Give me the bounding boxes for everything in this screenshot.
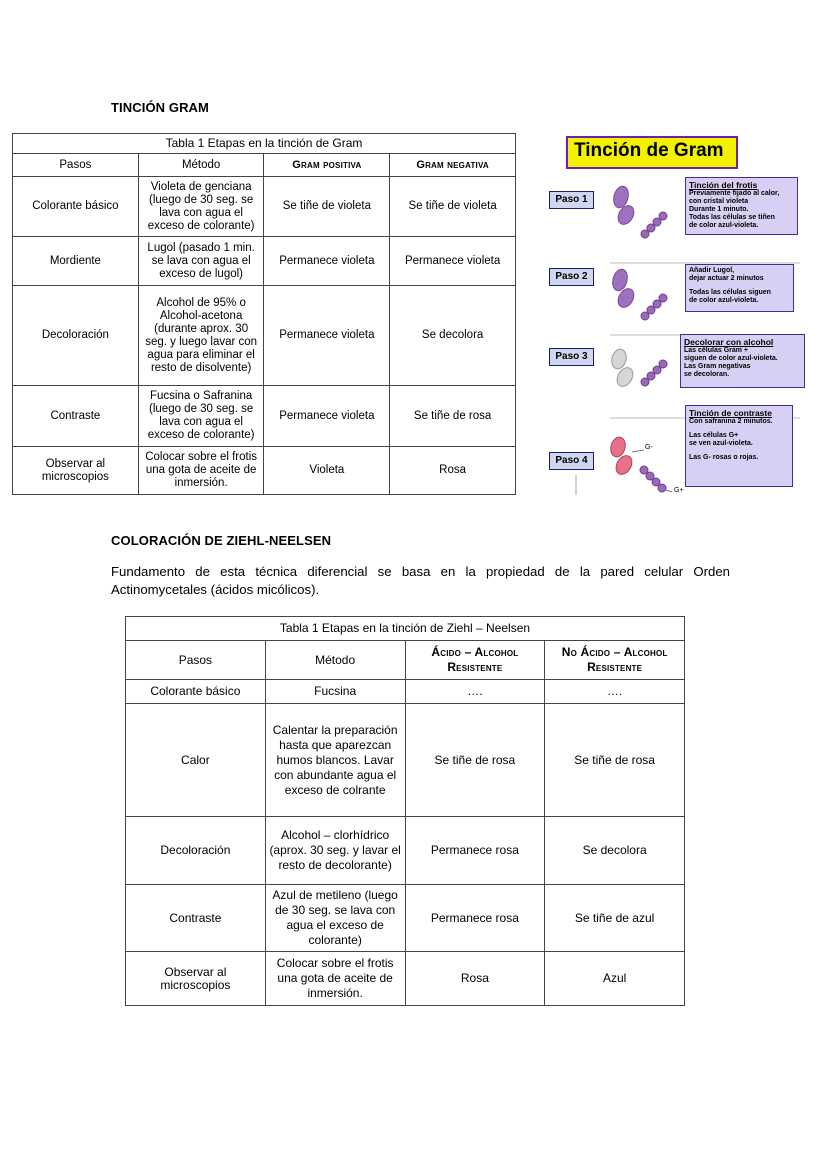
table-row [126,704,685,817]
table-row [13,177,516,237]
table-cell: Alcohol – clorhídrico (aprox. 30 seg. y lavar el resto de decolorante) [265,817,405,885]
table-cell: Permanece violeta [264,286,390,386]
note-line: Con safranina 2 minutos. [689,418,773,425]
note-line: se ven azul-violeta. [689,440,753,447]
gram-table-caption: Tabla 1 Etapas en la tinción de Gram [13,134,516,154]
table-cell: Rosa [405,952,545,1006]
table-cell: Observar al microscopios [13,447,139,495]
table-cell: Colorante básico [13,177,139,237]
gram-stain-figure [540,130,810,500]
step-3-label: Paso 3 [549,348,594,366]
table-row [13,386,516,447]
note-title: Tinción del frotis [689,180,758,190]
table-cell: Se decolora [545,817,685,885]
table-cell: Permanece rosa [405,817,545,885]
note-title: Tinción de contraste [689,408,772,418]
table-cell: Permanece violeta [264,386,390,447]
note-line: se decoloran. [684,371,730,378]
table-row [13,447,516,495]
table-cell: Fucsina [265,680,405,704]
table-cell: Se tiñe de azul [545,885,685,952]
ziehl-table [125,616,685,1006]
ziehl-header-metodo: Método [265,641,405,680]
table-cell: Colocar sobre el frotis una gota de aceite de inmersión. [265,952,405,1006]
gram-header-pasos: Pasos [13,154,139,177]
table-cell: Azul [545,952,685,1006]
step-2-label: Paso 2 [549,268,594,286]
table-cell: Rosa [390,447,516,495]
step-4-note [685,405,793,487]
table-cell: Fucsina o Safranina (luego de 30 seg. se lava con agua el exceso de colorante) [138,386,264,447]
note-line: siguen de color azul-violeta. [684,355,778,362]
note-line: Todas las células se tiñen [689,214,775,221]
step-4-label: Paso 4 [549,452,594,470]
table-cell: Decoloración [13,286,139,386]
step-1-note [685,177,798,235]
table-cell: Azul de metileno (luego de 30 seg. se lava con agua el exceso de colorante) [265,885,405,952]
g-positive-label: G+ [674,487,684,494]
note-line: Las células Gram + [684,347,749,354]
note-line: Previamente fijado al calor, [689,190,780,197]
gram-header-metodo: Método [138,154,264,177]
table-cell: Se tiñe de rosa [390,386,516,447]
table-row [126,885,685,952]
table-cell: Observar al microscopios [126,952,266,1006]
table-cell: Colocar sobre el frotis una gota de aceite de inmersión. [138,447,264,495]
note-line: Todas las células siguen [689,289,771,296]
table-cell: Permanece violeta [264,237,390,286]
table-cell: Se tiñe de violeta [390,177,516,237]
note-line: Las G- rosas o rojas. [689,454,759,461]
note-line: de color azul-violeta. [689,222,759,229]
figure-title: Tinción de Gram [566,136,738,169]
table-cell: Lugol (pasado 1 min. se lava con agua el exceso de lugol) [138,237,264,286]
table-row [126,680,685,704]
table-cell: Violeta de genciana (luego de 30 seg. se lava con agua el exceso de colorante) [138,177,264,237]
table-cell: Se tiñe de rosa [405,704,545,817]
step-2-note [685,264,794,312]
table-cell: …. [405,680,545,704]
table-row [13,237,516,286]
table-cell: Permanece rosa [405,885,545,952]
table-cell: Decoloración [126,817,266,885]
table-cell: Calor [126,704,266,817]
note-line: dejar actuar 2 minutos [689,275,764,282]
g-negative-label: G- [645,444,653,451]
gram-table [12,133,516,495]
ziehl-table-caption: Tabla 1 Etapas en la tinción de Ziehl – Neelsen [126,617,685,641]
table-cell: Colorante básico [126,680,266,704]
table-row [13,286,516,386]
ziehl-header-no-aar: No Ácido – Alcohol Resistente [545,641,685,680]
step-1-label: Paso 1 [549,191,594,209]
table-cell: Alcohol de 95% o Alcohol-acetona (durante aprox. 30 seg. y luego lavar con agua para eliminar el resto de disolvente) [138,286,264,386]
table-cell: …. [545,680,685,704]
table-cell: Calentar la preparación hasta que aparezcan humos blancos. Lavar con abundante agua el exceso de colrante [265,704,405,817]
ziehl-heading: COLORACIÓN DE ZIEHL-NEELSEN [111,533,332,548]
table-cell: Se tiñe de violeta [264,177,390,237]
note-line: con cristal violeta [689,198,749,205]
table-cell: Violeta [264,447,390,495]
note-title: Decolorar con alcohol [684,337,774,347]
table-cell: Permanece violeta [390,237,516,286]
ziehl-paragraph: Fundamento de esta técnica diferencial se basa en la propiedad de la pared celular Orden Actinomycetales (ácidos micólicos). [111,564,730,597]
table-cell: Mordiente [13,237,139,286]
table-row [126,817,685,885]
note-line: Las Gram negativas [684,363,751,370]
table-cell: Se decolora [390,286,516,386]
table-cell: Se tiñe de rosa [545,704,685,817]
note-line: Durante 1 minuto. [689,206,749,213]
note-line: de color azul-violeta. [689,297,759,304]
gram-header-positiva: Gram positiva [264,154,390,177]
note-title: Añadir Lugol, [689,267,735,274]
ziehl-header-pasos: Pasos [126,641,266,680]
ziehl-header-aar: Ácido – Alcohol Resistente [405,641,545,680]
table-cell: Contraste [126,885,266,952]
table-cell: Contraste [13,386,139,447]
gram-heading: TINCIÓN GRAM [111,100,209,115]
note-line: Las células G+ [689,432,739,439]
step-3-note [680,334,805,388]
table-row [126,952,685,1006]
gram-header-negativa: Gram negativa [390,154,516,177]
